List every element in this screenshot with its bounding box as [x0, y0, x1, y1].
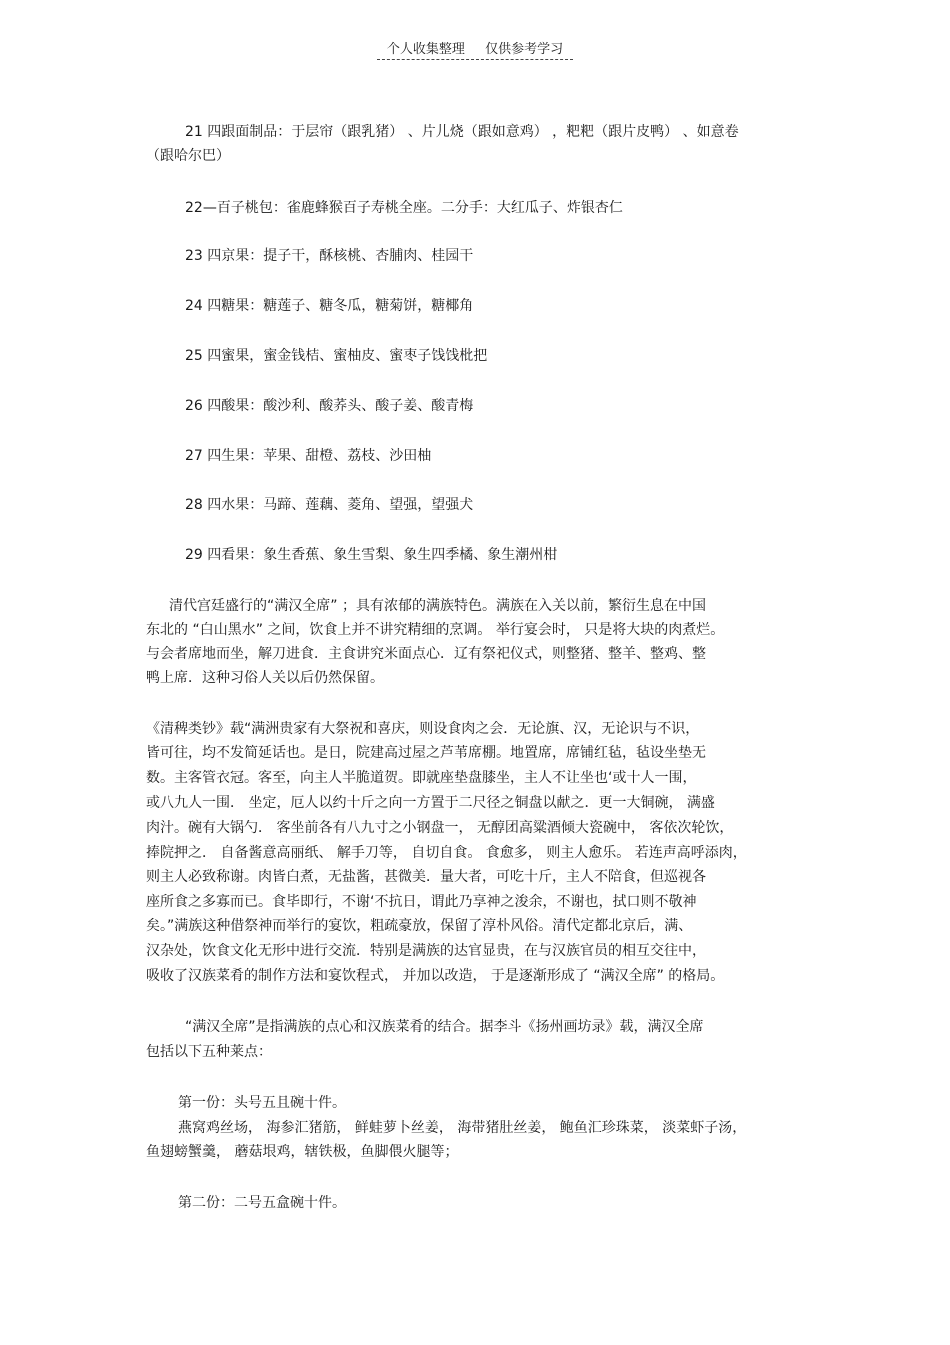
part1-dish-line: 燕窝鸡丝场， 海参汇猪筋， 鲜蛙萝卜丝姜， 海带猪肚丝姜， 鲍鱼汇珍珠菜， 淡菜虾子汤，: [178, 1120, 747, 1136]
para3-line: “满汉全席”是指满族的点心和汉族菜肴的结合。据李斗《扬州画坊录》载，满汉全席: [185, 1019, 704, 1035]
para2-line: 汉杂处，饮食文化无形中进行交流．特别是满族的达官显贵，在与汉族官员的相互交往中，: [146, 943, 706, 959]
para2-line: 则主人必致称谢。肉皆白煮，无盐酱，甚微美．量大者，可吃十斤，主人不陪食，但巡视各: [146, 869, 706, 885]
list-item-28: 28 四水果：马蹄、莲藕、菱角、望强，望强犬: [185, 497, 474, 513]
para2-line: 肉汁。碗有大锅勺． 客坐前各有八九寸之小钢盘一， 无醇团高粱酒倾大瓷碗中， 客依次轮饮，: [146, 820, 734, 836]
para2-line: 吸收了汉族菜肴的制作方法和宴饮程式， 并加以改造， 于是逐渐形成了 “满汉全席” 的格局。: [146, 968, 725, 984]
para2-line: 矣。”满族这种借祭神而举行的宴饮，粗疏豪放，保留了淳朴风俗。清代定都北京后，满、: [146, 918, 693, 934]
list-item-23: 23 四京果：提子干，酥核桃、杏脯肉、桂园干: [185, 248, 474, 264]
header-left-text: 个人收集整理: [386, 42, 465, 57]
para2-line: 座所食之多寡而已。食毕即行，不谢‘不抗日，谓此乃享神之浚余，不谢也，拭口则不敬神: [146, 894, 697, 910]
para3-line: 包括以下五种莱点：: [146, 1044, 272, 1060]
list-item-21-continued: （跟哈尔巴）: [146, 148, 230, 164]
part2-title: 第二份：二号五盒碗十件。: [178, 1195, 346, 1211]
para2-line: 皆可往，均不发简延话也。是日，院建高过屋之芦苇席棚。地置席，席铺红毡，毡设坐垫无: [146, 745, 706, 761]
para2-line: 数。主客管衣冠。客至，向主人半脆道贺。即就座垫盘膝坐，主人不让坐也‘或十人一围，: [146, 770, 697, 786]
para1-line: 东北的 “白山黑水” 之间，饮食上并不讲究精细的烹调。 举行宴会时， 只是将大块的肉煮烂。: [146, 622, 725, 638]
header-underline: [377, 38, 573, 60]
page-header: [0, 38, 950, 60]
list-item-21: 21 四跟面制品：于层帘（跟乳猪） 、片儿烧（跟如意鸡） ，粑粑（跟片皮鸭） 、如意卷: [185, 124, 739, 140]
list-item-27: 27 四生果：苹果、甜橙、荔枝、沙田柚: [185, 448, 432, 464]
para2-line: 捧院押之． 自备酱意高丽纸、 解手刀等， 自切自食。 食愈多， 则主人愈乐。 若连声高呼添肉，: [146, 845, 747, 861]
para2-line: 《清稗类钞》载“满洲贵家有大祭祝和喜庆，则设食肉之会．无论旗、汉，无论识与不识，: [146, 721, 700, 737]
list-item-29: 29 四看果：象生香蕉、象生雪梨、象生四季橘、象生潮州柑: [185, 547, 558, 563]
list-item-25: 25 四蜜果，蜜金钱桔、蜜柚皮、蜜枣子饯饯枇把: [185, 348, 488, 364]
part1-dish-line: 鱼翅螃蟹羹， 蘑菇垠鸡，辖铁极，鱼脚偎火腿等；: [146, 1144, 459, 1160]
para2-line: 或八九人一围． 坐定，厄人以约十斤之向一方置于二尺径之铜盘以献之．更一大铜碗， 满盛: [146, 795, 715, 811]
para1-line: 鸭上席．这种习俗人关以后仍然保留。: [146, 670, 384, 686]
list-item-26: 26 四酸果：酸沙利、酸荞头、酸子姜、酸青梅: [185, 398, 474, 414]
header-right-text: 仅供参考学习: [485, 42, 564, 57]
list-item-22: 22—百子桃包：雀鹿蜂猴百子寿桃全座。二分手：大红瓜子、炸银杏仁: [185, 200, 623, 216]
para1-line: 与会者席地而坐，解刀进食．主食讲究米面点心．辽有祭祀仪式，则整猪、整羊、整鸡、整: [146, 646, 706, 662]
part1-title: 第一份：头号五且碗十件。: [178, 1095, 346, 1111]
para1-line: 清代宫廷盛行的“满汉全席” ；具有浓郁的满族特色。满族在入关以前，繁衍生息在中国: [169, 598, 706, 614]
list-item-24: 24 四糖果：糖莲子、糖冬瓜，糖菊饼，糖椰角: [185, 298, 474, 314]
